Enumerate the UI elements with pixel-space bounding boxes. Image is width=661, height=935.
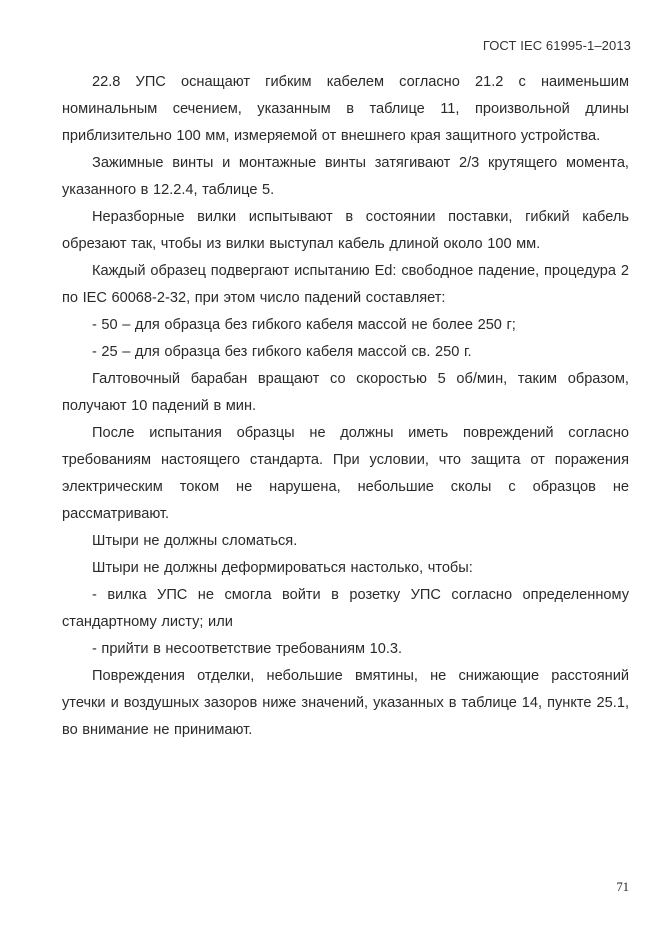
paragraph-22-8: 22.8 УПС оснащают гибким кабелем согласно 21.2 с наименьшим номинальным сечением, указанным в таблице 11, произвольной длины приблизительно 100 мм, измеряемой от внешнего края защитного устройства. [62, 74, 629, 144]
paragraph-pins-not-break: Штыри не должны сломаться. [92, 533, 298, 549]
paragraph-after-test: После испытания образцы не должны иметь повреждений согласно требованиям настоящего стандарта. При условии, что защита от поражения электрическим током не нарушена, небольшие сколы с образцов не рассматривают. [62, 425, 629, 522]
paragraph-drop-test: Каждый образец подвергают испытанию Ed: свободное падение, процедура 2 по IEC 60068-2-32, при этом число падений составляет: [62, 263, 629, 306]
page-number: 71 [616, 880, 629, 894]
list-item-plug-socket: - вилка УПС не смогла войти в розетку УПС согласно определенному стандартному листу; или [62, 587, 629, 630]
paragraph-tumbling-barrel: Галтовочный барабан вращают со скоростью 5 об/мин, таким образом, получают 10 падений в мин. [62, 371, 629, 414]
list-item-noncompliance: - прийти в несоответствие требованиям 10.3. [92, 641, 403, 657]
paragraph-rewireable-plugs: Неразборные вилки испытывают в состоянии поставки, гибкий кабель обрезают так, чтобы из вилки выступал кабель длиной около 100 мм. [62, 209, 629, 252]
document-body [62, 69, 629, 744]
document-code-header: ГОСТ IEC 61995-1–2013 [482, 38, 631, 53]
list-item-50-drops: - 50 – для образца без гибкого кабеля массой не более 250 г; [92, 317, 516, 333]
paragraph-screws: Зажимные винты и монтажные винты затягивают 2/3 крутящего момента, указанного в 12.2.4, таблице 5. [62, 155, 629, 198]
list-item-25-drops: - 25 – для образца без гибкого кабеля массой св. 250 г. [92, 344, 472, 360]
paragraph-damage-finish: Повреждения отделки, небольшие вмятины, не снижающие расстояний утечки и воздушных зазоров ниже значений, указанных в таблице 14, пункте 25.1, во внимание не принимают. [62, 668, 629, 738]
paragraph-pins-not-deform: Штыри не должны деформироваться настолько, чтобы: [92, 560, 473, 576]
